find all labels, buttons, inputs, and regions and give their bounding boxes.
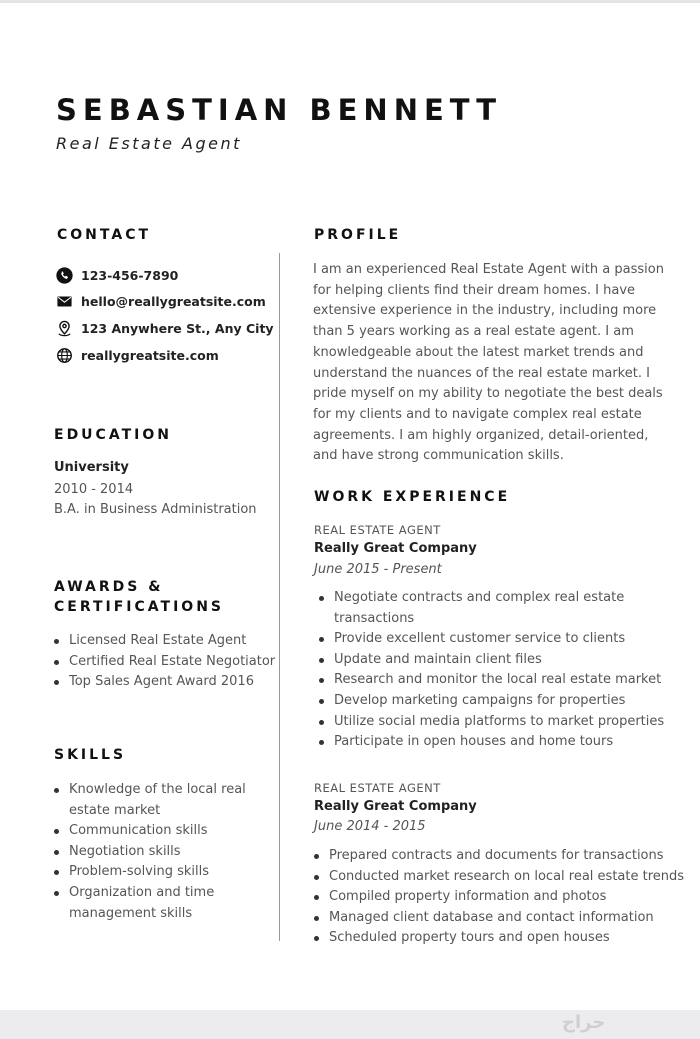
profile-heading: PROFILE	[314, 227, 402, 243]
list-item: Utilize social media platforms to market properties	[319, 712, 664, 733]
contact-heading: CONTACT	[57, 227, 152, 243]
website-text: reallygreatsite.com	[81, 347, 219, 363]
email-icon	[56, 293, 73, 310]
list-item: Managed client database and contact information	[314, 908, 684, 929]
education-degree: B.A. in Business Administration	[54, 502, 257, 517]
list-item: Prepared contracts and documents for transactions	[314, 846, 684, 867]
job-dates: June 2014 - 2015	[314, 819, 426, 834]
job-company: Really Great Company	[314, 541, 477, 556]
candidate-name: SEBASTIAN BENNETT	[56, 93, 503, 127]
list-item: Certified Real Estate Negotiator	[54, 652, 275, 673]
awards-heading-line2: CERTIFICATIONS	[54, 599, 225, 615]
list-item	[319, 588, 664, 629]
awards-heading-line1: AWARDS &	[54, 579, 164, 595]
list-item-line: estate market	[69, 802, 161, 818]
list-item-line: transactions	[334, 610, 415, 626]
phone-icon	[56, 267, 73, 284]
contact-email	[56, 291, 266, 311]
list-item: Top Sales Agent Award 2016	[54, 672, 275, 693]
list-item: Problem-solving skills	[54, 862, 246, 883]
job-title: Real Estate Agent	[56, 134, 242, 153]
education-school: University	[54, 460, 129, 475]
awards-list	[54, 631, 275, 693]
email-text: hello@reallygreatsite.com	[81, 293, 266, 309]
list-item: Communication skills	[54, 821, 246, 842]
top-border	[0, 0, 700, 3]
job-role: REAL ESTATE AGENT	[314, 781, 441, 795]
skills-heading: SKILLS	[54, 747, 127, 763]
list-item: Participate in open houses and home tours	[319, 732, 664, 753]
list-item: Licensed Real Estate Agent	[54, 631, 275, 652]
job-dates: June 2015 - Present	[314, 562, 442, 577]
contact-phone	[56, 265, 178, 285]
list-item: Compiled property information and photos	[314, 887, 684, 908]
job-company: Really Great Company	[314, 799, 477, 814]
list-item: Develop marketing campaigns for properties	[319, 691, 664, 712]
list-item: Conducted market research on local real estate trends	[314, 867, 684, 888]
job-duties-list	[319, 588, 664, 753]
watermark: حراج	[562, 1012, 606, 1033]
list-item: Negotiation skills	[54, 842, 246, 863]
skills-list	[54, 780, 246, 924]
column-divider	[279, 253, 280, 941]
globe-icon	[56, 347, 73, 364]
list-item-line: Negotiate contracts and complex real estate	[334, 590, 625, 605]
list-item-line: Knowledge of the local real	[69, 782, 246, 797]
education-years: 2010 - 2014	[54, 482, 134, 497]
list-item	[54, 780, 246, 821]
location-pin-icon	[56, 320, 73, 337]
phone-text: 123-456-7890	[81, 267, 179, 283]
list-item: Provide excellent customer service to clients	[319, 629, 664, 650]
list-item-line: Organization and time	[69, 884, 215, 900]
job-duties-list	[314, 846, 684, 949]
list-item: Scheduled property tours and open houses	[314, 928, 684, 949]
address-text: 123 Anywhere St., Any City	[81, 320, 274, 336]
contact-address	[56, 318, 274, 338]
list-item-line: management skills	[69, 905, 193, 921]
education-heading: EDUCATION	[54, 427, 172, 443]
list-item: Update and maintain client files	[319, 650, 664, 671]
list-item	[54, 883, 246, 924]
contact-website	[56, 345, 219, 365]
work-heading: WORK EXPERIENCE	[314, 489, 511, 505]
list-item: Research and monitor the local real estate market	[319, 670, 664, 691]
job-role: REAL ESTATE AGENT	[314, 523, 441, 537]
profile-text: I am an experienced Real Estate Agent with a passion for helping clients find their dream homes. I have extensive experience in the industry, including more than 5 years working as a real estate agent. I am knowledgeable about the latest market trends and understand the nuances of the real estate market. I pride myself on my ability to negotiate the best deals for my clients and to navigate complex real estate agreements. I am highly organized, detail-oriented, and have strong communication skills.	[313, 262, 664, 464]
